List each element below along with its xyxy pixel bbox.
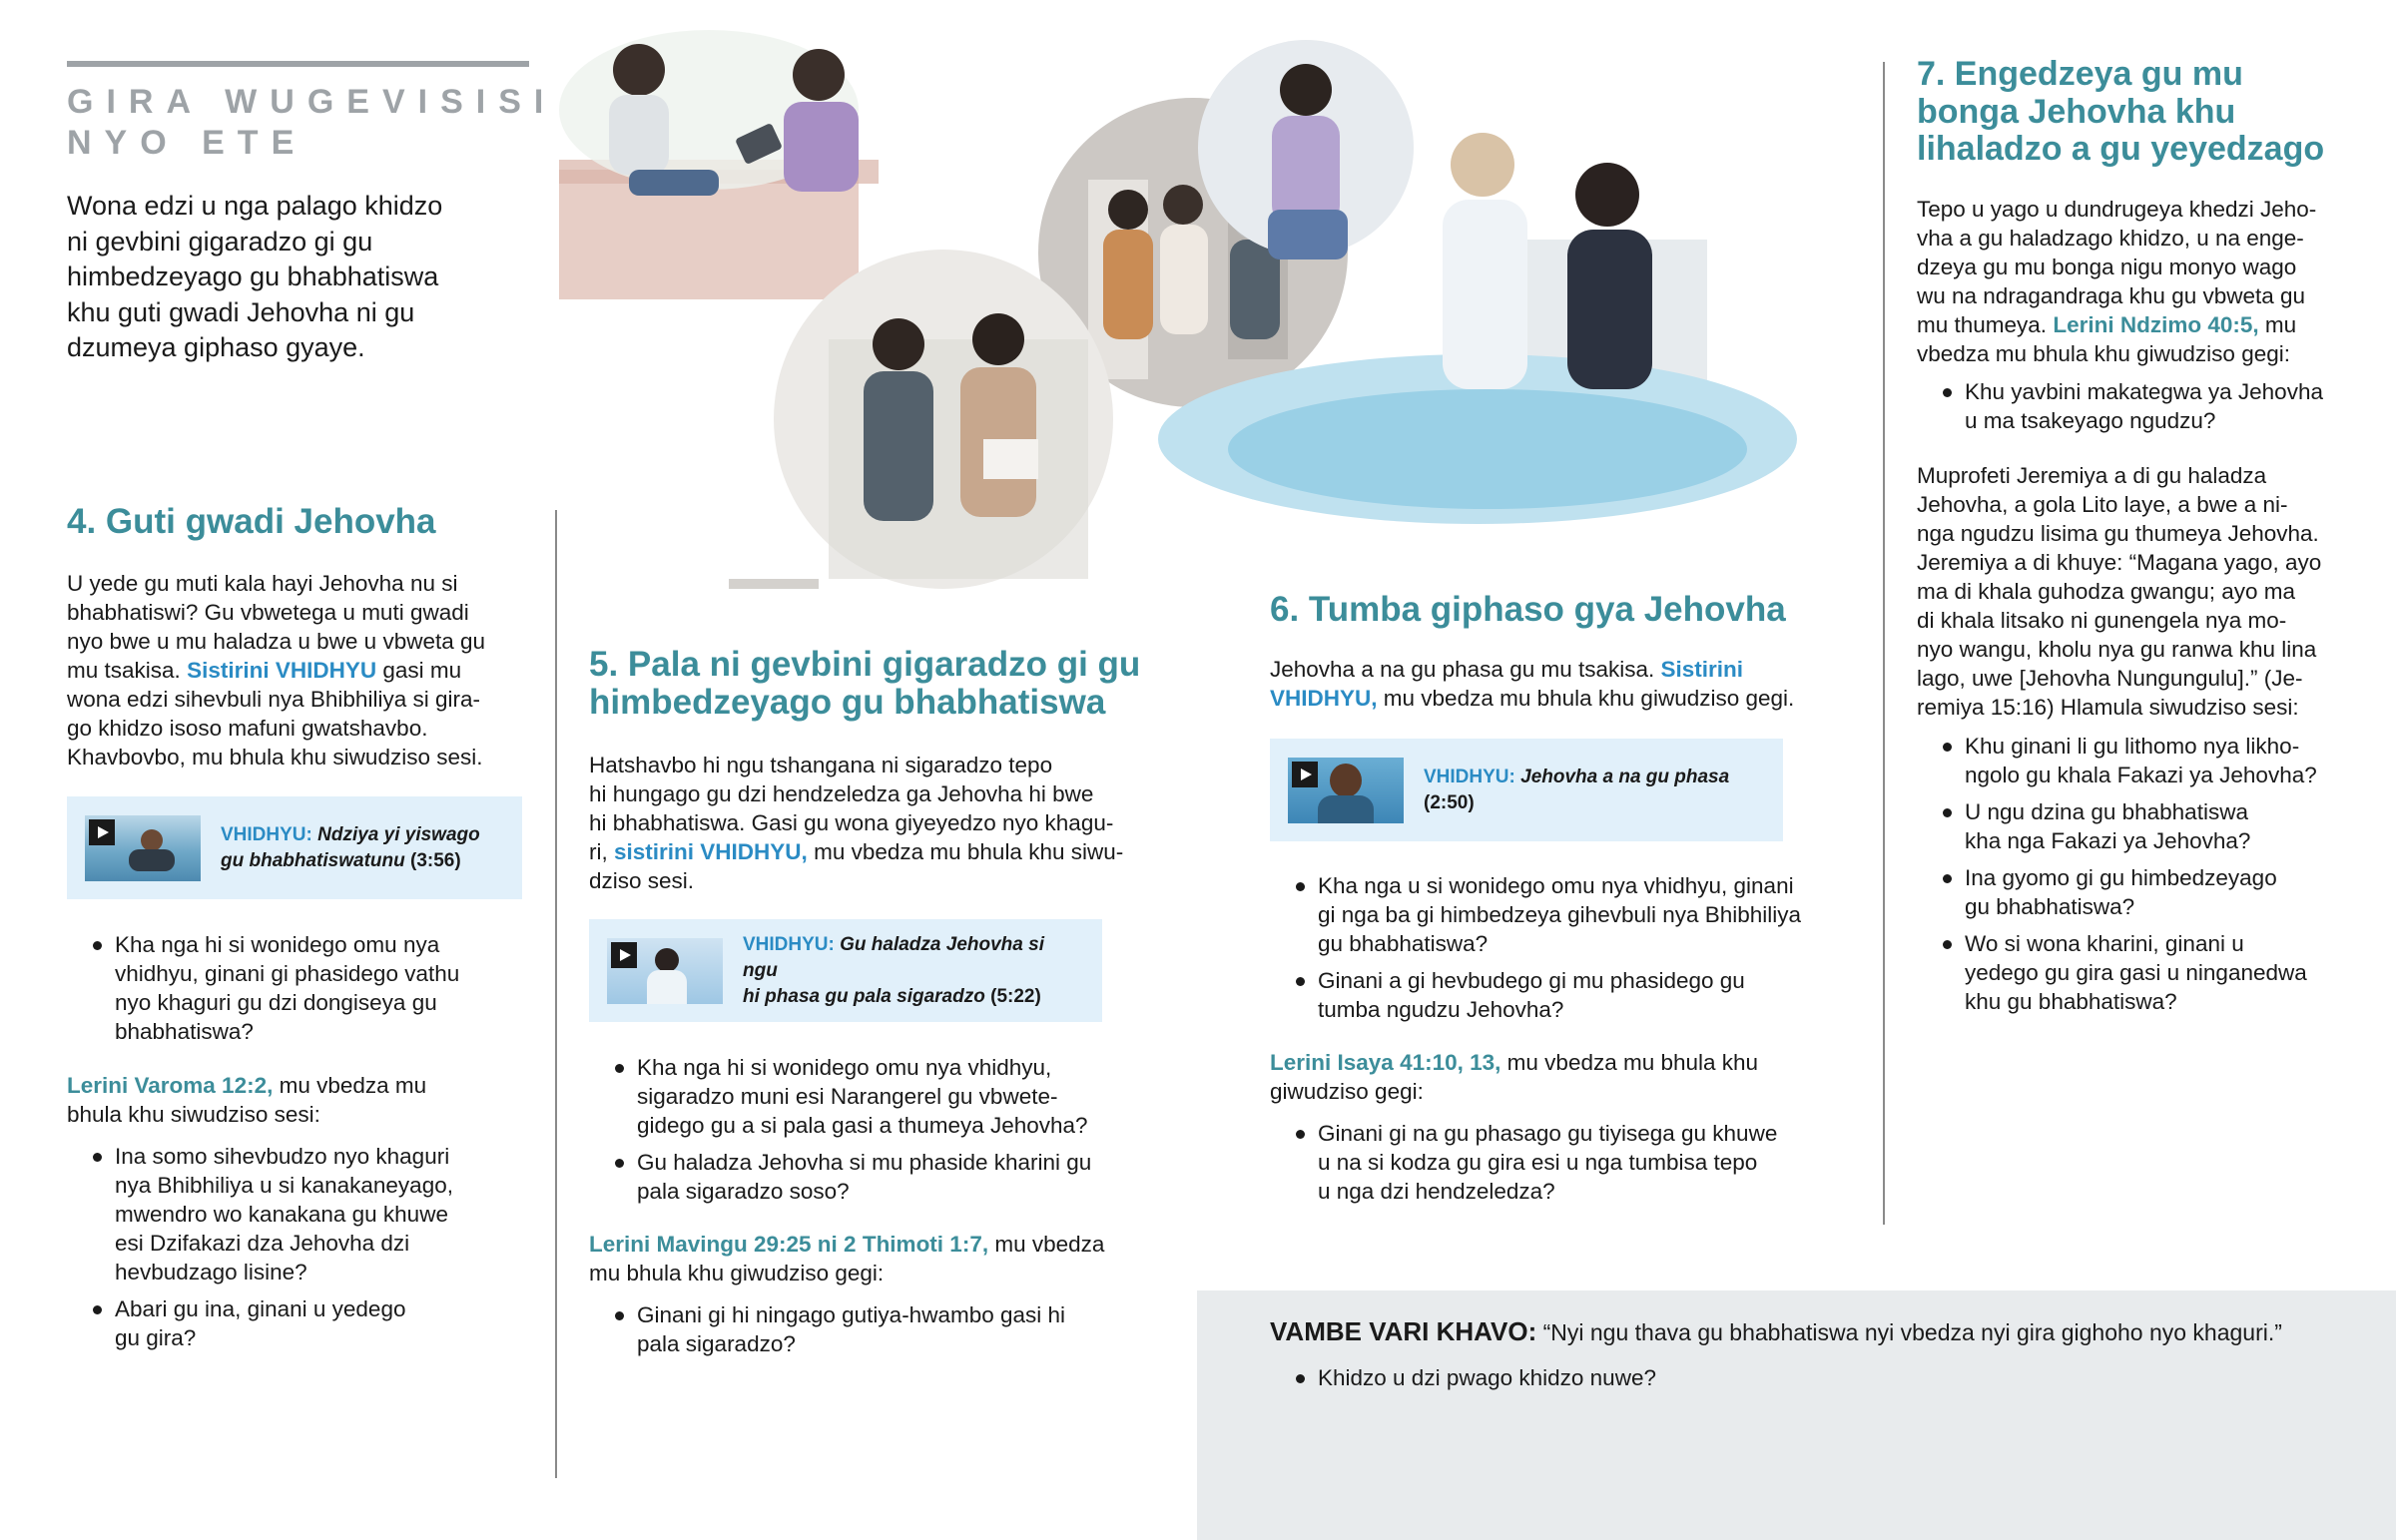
play-icon[interactable] — [89, 819, 115, 845]
callout-box — [1197, 1290, 2396, 1540]
section5-video-thumbnail[interactable] — [607, 938, 723, 1004]
scripture-ref-romans[interactable]: Lerini Varoma 12:2, — [67, 1073, 274, 1098]
section4-para-line: wona edzi sihevbuli nya Bhibhiliya si gira- — [67, 687, 480, 712]
section7-para-line — [1917, 310, 2376, 339]
intro-rule — [67, 61, 529, 67]
play-icon[interactable] — [611, 942, 637, 968]
list-item-line: gu bhabhatiswa? — [1965, 894, 2135, 919]
intro-eyebrow — [67, 82, 556, 164]
section7-paragraph-2 — [1917, 461, 2376, 722]
scripture-ref-isaiah[interactable]: Lerini Isaya 41:10, 13, — [1270, 1050, 1501, 1075]
section5-para-line: hi hungago gu dzi hendzeledza ga Jehovha hi bwe — [589, 781, 1094, 806]
illustration-group — [529, 20, 1797, 589]
section7-para-line: Jehovha, a gola Lito laye, a bwe a ni- — [1917, 492, 2288, 517]
intro-text — [67, 189, 442, 366]
reading-text: mu vbedza mu bhula khu — [1506, 1050, 1759, 1075]
section4-para-text: mu tsakisa. — [67, 658, 181, 683]
list-item-line: gu bhabhatiswa? — [1318, 931, 1489, 956]
video-title: Gu haladza Jehovha si ngu — [743, 933, 1044, 981]
list-item: Khidzo u dzi pwago khidzo nuwe? — [1270, 1363, 2368, 1392]
list-item-line: Ginani a gi hevbudego gi mu phasidego gu — [1318, 968, 1745, 993]
list-item — [589, 1300, 1148, 1358]
video-duration: (3:56) — [410, 849, 461, 871]
list-item-line: sigaradzo muni esi Narangerel gu vbwete- — [637, 1084, 1058, 1109]
column-divider-1 — [555, 510, 557, 1478]
section7-para-line: lago, uwe [Jehovha Nungungulu].” (Je- — [1917, 666, 2303, 691]
section5-video-card[interactable] — [589, 919, 1102, 1022]
list-item-line: Ina somo sihevbudzo nyo khaguri — [115, 1144, 450, 1169]
list-item-line: gu gira? — [115, 1325, 197, 1350]
section6-video-caption — [1424, 765, 1729, 816]
list-item-line: U ngu dzina gu bhabhatiswa — [1965, 799, 2248, 824]
list-item — [1917, 377, 2376, 435]
list-item-line: Kha nga hi si wonidego omu nya vhidhyu, — [637, 1055, 1052, 1080]
list-item-line: gi nga ba gi himbedzeya gihevbuli nya Bhibhiliya — [1318, 902, 1802, 927]
list-item-line: Ginani gi hi ningago gutiya-hwambo gasi hi — [637, 1302, 1066, 1327]
list-item-line: Ginani gi na gu phasago gu tiyisega gu khuwe — [1318, 1121, 1778, 1146]
video-duration: (2:50) — [1424, 791, 1475, 813]
section7-para-line: remiya 15:16) Hlamula siwudziso sesi: — [1917, 695, 2299, 720]
section4-para-line: go khidzo isoso mafuni gwatshavbo. — [67, 716, 428, 741]
reading-text: mu vbedza — [994, 1232, 1105, 1257]
list-item — [589, 1053, 1148, 1140]
list-item-line: Kha nga u si wonidego omu nya vhidhyu, ginani — [1318, 873, 1794, 898]
section7-para-line: nga ngudzu lisima gu thumeya Jehovha. — [1917, 521, 2319, 546]
section7-para-text: mu — [2264, 312, 2297, 337]
illustration-friends — [559, 30, 879, 299]
section4-para-line: nyo bwe u mu haladza u bwe u vbweta gu — [67, 629, 486, 654]
list-item-line: Ina gyomo gi gu himbedzeyago — [1965, 865, 2277, 890]
list-item-line: nyo khaguri gu dzi dongiseya gu — [115, 990, 437, 1015]
section7-para-line: dzeya gu mu bonga nigu monyo wago — [1917, 255, 2297, 279]
section7-paragraph — [1917, 195, 2376, 368]
column-divider-2 — [1883, 62, 1885, 1225]
section5-paragraph — [589, 751, 1148, 895]
section4-reading — [67, 1071, 546, 1129]
list-item-line: Kha nga hi si wonidego omu nya — [115, 932, 440, 957]
section7-para-line: wu na ndragandraga khu gu vbweta gu — [1917, 283, 2306, 308]
scripture-ref-psalms[interactable]: Lerini Ndzimo 40:5, — [2053, 312, 2259, 337]
reading-text: bhula khu siwudziso sesi: — [67, 1102, 320, 1127]
list-item-line: kha nga Fakazi ya Jehovha? — [1965, 828, 2251, 853]
list-item-line: Abari gu ina, ginani u yedego — [115, 1296, 406, 1321]
section4-video-link[interactable]: Sistirini VHIDHYU — [187, 658, 377, 683]
callout-quote-text: “Nyi ngu thava gu bhabhatiswa nyi vbedza nyi gira gighoho nyo khaguri.” — [1542, 1319, 2282, 1345]
section7-heading-line: lihaladzo a gu yeyedzago — [1917, 130, 2325, 168]
section4-para-line: Khavbovbo, mu bhula khu siwudziso sesi. — [67, 745, 483, 770]
section4-questions-2 — [67, 1142, 546, 1360]
list-item-line: Khu ginani li gu lithomo nya likho- — [1965, 734, 2300, 759]
section6-heading: 6. Tumba giphaso gya Jehovha — [1270, 590, 1786, 629]
list-item — [67, 1294, 546, 1352]
callout-quote — [1270, 1317, 2378, 1347]
section6-reading — [1270, 1048, 1849, 1106]
scripture-ref-proverbs[interactable]: Lerini Mavingu 29:25 ni 2 Thimoti 1:7, — [589, 1232, 989, 1257]
section7-para-line: ma di khala guhodza gwangu; ayo ma — [1917, 579, 2295, 604]
section6-paragraph — [1270, 655, 1849, 713]
section7-para-line: Tepo u yago u dundrugeya khedzi Jeho- — [1917, 197, 2317, 222]
section6-video-link[interactable]: VHIDHYU, — [1270, 686, 1378, 711]
list-item — [1917, 929, 2376, 1016]
section5-heading-line: himbedzeyago gu bhabhatiswa — [589, 683, 1106, 722]
section7-heading-line: 7. Engedzeya gu mu — [1917, 55, 2243, 93]
list-item — [67, 1142, 546, 1286]
list-item — [1917, 732, 2376, 789]
section7-para-line: Jeremiya a di khuye: “Magana yago, ayo — [1917, 550, 2322, 575]
list-item-line: Gu haladza Jehovha si mu phaside kharini gu — [637, 1150, 1092, 1175]
list-item-line: hevbudzago lisine? — [115, 1260, 307, 1284]
list-item — [67, 930, 546, 1046]
video-title: gu bhabhatiswatunu — [221, 849, 405, 871]
section5-heading — [589, 646, 1140, 722]
section6-questions-1 — [1270, 871, 1849, 1032]
section7-para-line: vha a gu haladzago khidzo, u na enge- — [1917, 226, 2304, 251]
intro-line: Wona edzi u nga palago khidzo — [67, 191, 443, 221]
play-icon[interactable] — [1292, 762, 1318, 787]
intro-eyebrow-line1: GIRA WUGEVISISI — [67, 83, 557, 121]
list-item-line: pala sigaradzo soso? — [637, 1179, 850, 1204]
video-label: VHIDHYU: — [221, 823, 312, 845]
list-item — [1270, 871, 1849, 958]
video-title: Jehovha a na gu phasa — [1520, 766, 1730, 787]
section6-para-text: mu vbedza mu bhula khu giwudziso gegi. — [1383, 686, 1795, 711]
section7-para-line: nyo wangu, kholu nya gu ranwa khu lina — [1917, 637, 2317, 662]
section7-heading-line: bonga Jehovha khu — [1917, 92, 2236, 131]
section5-questions-1 — [589, 1053, 1148, 1214]
intro-eyebrow-line2: NYO ETE — [67, 124, 307, 162]
section4-paragraph — [67, 569, 546, 771]
video-duration: (5:22) — [990, 985, 1041, 1007]
section6-video-link[interactable]: Sistirini — [1660, 657, 1744, 682]
section5-para-text: mu vbedza mu bhula khu siwu- — [814, 839, 1124, 864]
section7-para-line: di khala litsako ni gunengela nya mo- — [1917, 608, 2287, 633]
list-item-line: ngolo gu khala Fakazi ya Jehovha? — [1965, 763, 2317, 787]
intro-line: khu guti gwadi Jehovha ni gu — [67, 296, 415, 327]
section4-para-line — [67, 656, 546, 685]
illustration-workplace — [729, 250, 1113, 589]
section4-heading: 4. Guti gwadi Jehovha — [67, 502, 436, 541]
section6-para-text: Jehovha a na gu phasa gu mu tsakisa. — [1270, 657, 1655, 682]
list-item — [1270, 966, 1849, 1024]
intro-line: himbedzeyago gu bhabhatiswa — [67, 261, 439, 291]
section5-video-link[interactable]: sistirini VHIDHYU, — [614, 839, 808, 864]
list-item-line: yedego gu gira gasi u ninganedwa — [1965, 960, 2307, 985]
list-item-line: gidego gu a si pala gasi a thumeya Jehovha? — [637, 1113, 1088, 1138]
list-item — [1917, 863, 2376, 921]
section4-video-caption — [221, 822, 480, 874]
section4-para-text: gasi mu — [382, 658, 462, 683]
section4-questions-1 — [67, 930, 546, 1054]
list-item-line: tumba ngudzu Jehovha? — [1318, 997, 1564, 1022]
list-item-line: khu gu bhabhatiswa? — [1965, 989, 2177, 1014]
list-item — [1917, 797, 2376, 855]
reading-text: giwudziso gegi: — [1270, 1079, 1424, 1104]
section6-questions-2 — [1270, 1119, 1849, 1214]
list-item-line: esi Dzifakazi dza Jehovha dzi — [115, 1231, 410, 1256]
section5-para-line: dziso sesi. — [589, 868, 695, 893]
list-item-line: Khu yavbini makategwa ya Jehovha — [1965, 379, 2323, 404]
list-item-line: u nga dzi hendzeledza? — [1318, 1179, 1555, 1204]
section5-video-caption — [743, 932, 1084, 1010]
reading-text: mu vbedza mu — [279, 1073, 427, 1098]
section4-video-card[interactable] — [67, 796, 522, 899]
callout-label: VAMBE VARI KHAVO: — [1270, 1316, 1537, 1346]
section4-video-thumbnail[interactable] — [85, 815, 201, 881]
video-title: Ndziya yi yiswago — [317, 823, 480, 845]
section7-para-line: Muprofeti Jeremiya a di gu haladza — [1917, 463, 2267, 488]
section7-questions-1 — [1917, 377, 2376, 443]
section5-reading — [589, 1230, 1148, 1287]
section6-video-card[interactable] — [1270, 739, 1783, 841]
section7-para-line: vbedza mu bhula khu giwudziso gegi: — [1917, 341, 2290, 366]
section7-questions-2 — [1917, 732, 2376, 1024]
section6-video-thumbnail[interactable] — [1288, 758, 1404, 823]
list-item — [1270, 1119, 1849, 1206]
section7-para-text: mu thumeya. — [1917, 312, 2048, 337]
section5-heading-line: 5. Pala ni gevbini gigaradzo gi gu — [589, 645, 1141, 684]
section7-heading — [1917, 56, 2324, 169]
reading-text: mu bhula khu giwudziso gegi: — [589, 1261, 885, 1285]
section4-para-line: U yede gu muti kala hayi Jehovha nu si — [67, 571, 458, 596]
list-item — [589, 1148, 1148, 1206]
list-item-line: Wo si wona kharini, ginani u — [1965, 931, 2244, 956]
list-item-line: vhidhyu, ginani gi phasidego vathu — [115, 961, 460, 986]
section5-questions-2 — [589, 1300, 1148, 1366]
video-title: hi phasa gu pala sigaradzo — [743, 985, 985, 1007]
video-label: VHIDHYU: — [1424, 766, 1515, 787]
intro-line: dzumeya giphaso gyaye. — [67, 332, 365, 362]
list-item-line: u ma tsakeyago ngudzu? — [1965, 408, 2216, 433]
section5-para-line: Hatshavbo hi ngu tshangana ni sigaradzo tepo — [589, 753, 1053, 777]
list-item-line: pala sigaradzo? — [637, 1331, 796, 1356]
section5-para-text: ri, — [589, 839, 608, 864]
callout-questions — [1270, 1363, 2368, 1400]
intro-line: ni gevbini gigaradzo gi gu — [67, 226, 373, 257]
section5-para-line: hi bhabhatiswa. Gasi gu wona giyeyedzo nyo khagu- — [589, 810, 1114, 835]
video-label: VHIDHYU: — [743, 933, 835, 955]
section4-para-line: bhabhatiswi? Gu vbwetega u muti gwadi — [67, 600, 469, 625]
list-item-line: u na si kodza gu gira esi u nga tumbisa tepo — [1318, 1150, 1758, 1175]
list-item-line: nya Bhibhiliya u si kanakaneyago, — [115, 1173, 453, 1198]
section5-para-line — [589, 837, 1148, 866]
list-item-line: mwendro wo kanakana gu khuwe — [115, 1202, 448, 1227]
list-item-line: bhabhatiswa? — [115, 1019, 254, 1044]
